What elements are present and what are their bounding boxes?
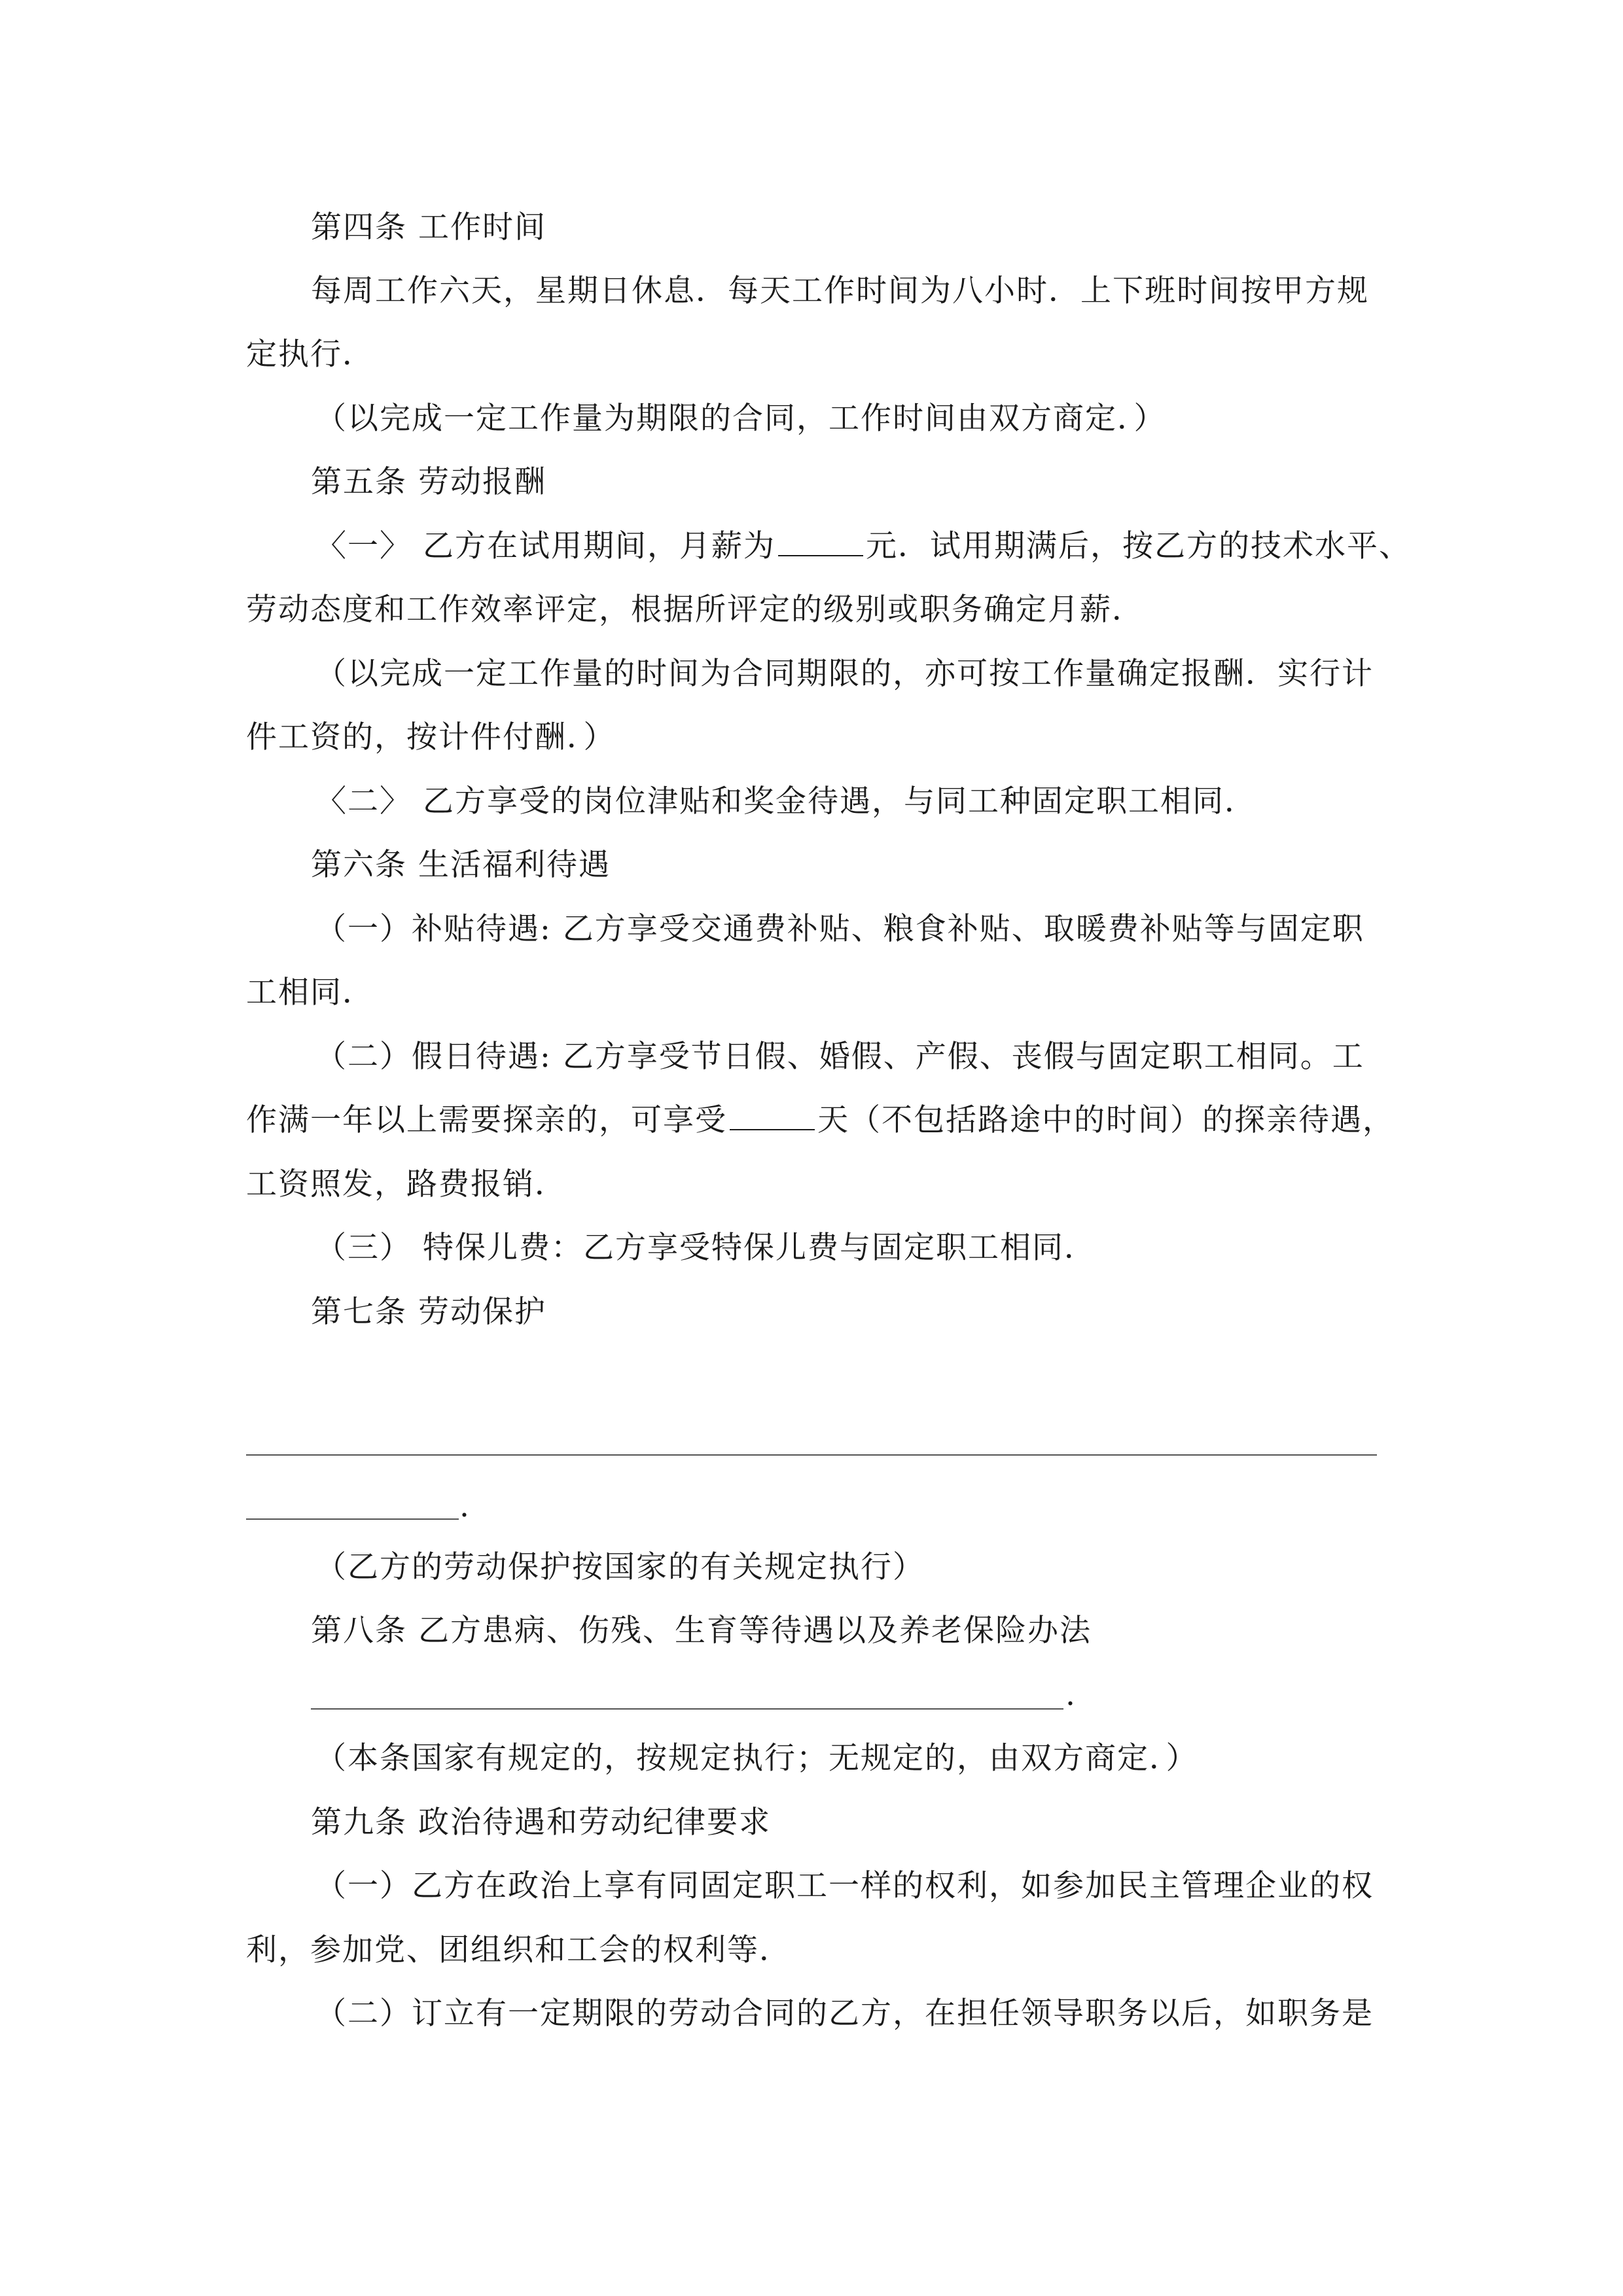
article-5-item-2: 〈二〉 乙方享受的岗位津贴和奖金待遇，与同工种固定职工相同． xyxy=(315,783,1257,819)
article-6-item-2: （二）假日待遇: 乙方享受节日假、婚假、产假、丧假与固定职工相同。工 xyxy=(315,1039,1364,1075)
article-6-item-2-cont xyxy=(246,1101,1395,1140)
article-5-title: 第五条 劳动报酬 xyxy=(311,464,546,500)
article-5-item-1-cont: 劳动态度和工作效率评定，根据所评定的级别或职务确定月薪． xyxy=(246,592,1144,628)
article-5-item-1-text-cont: 元．试用期满后，按乙方的技术水平、 xyxy=(865,528,1411,564)
article-9-title: 第九条 政治待遇和劳动纪律要求 xyxy=(311,1804,771,1840)
article-5-note-cont: 件工资的，按计件付酬．） xyxy=(246,719,616,755)
article-8-fill-line xyxy=(311,1708,1063,1710)
article-6-title: 第六条 生活福利待遇 xyxy=(311,847,611,883)
article-5-item-1 xyxy=(315,527,1411,566)
article-6-item-3: （三） 特保儿费：乙方享受特保儿费与固定职工相同． xyxy=(315,1230,1096,1266)
article-7-note: （乙方的劳动保护按国家的有关规定执行） xyxy=(315,1549,925,1585)
article-8-note: （本条国家有规定的，按规定执行；无规定的，由双方商定．） xyxy=(315,1740,1198,1776)
article-8-period: . xyxy=(1065,1677,1075,1713)
article-4-paragraph: 每周工作六天，星期日休息．每天工作时间为八小时．上下班时间按甲方规 xyxy=(311,273,1369,309)
article-7-fill-line xyxy=(246,1454,1377,1456)
article-9-item-1: （一）乙方在政治上享有同固定职工一样的权利，如参加民主管理企业的权 xyxy=(315,1868,1374,1904)
article-6-item-1-cont: 工相同． xyxy=(246,975,374,1011)
article-6-item-2-text: 作满一年以上需要探亲的，可享受 xyxy=(246,1102,727,1138)
article-7-period: . xyxy=(459,1488,469,1524)
article-4-paragraph-cont: 定执行． xyxy=(246,336,374,372)
article-9-item-2: （二）订立有一定期限的劳动合同的乙方，在担任领导职务以后，如职务是 xyxy=(315,1996,1374,2032)
article-7-title: 第七条 劳动保护 xyxy=(311,1294,546,1330)
article-7-fill-line-short xyxy=(246,1518,459,1520)
article-4-title: 第四条 工作时间 xyxy=(311,209,546,245)
article-4-note: （以完成一定工作量为期限的合同，工作时间由双方商定．） xyxy=(315,401,1166,437)
article-6-item-2-text-cont: 天（不包括路途中的时间）的探亲待遇， xyxy=(817,1102,1395,1138)
article-5-item-1-text: 〈一〉 乙方在试用期间，月薪为 xyxy=(315,528,776,564)
article-6-item-1: （一）补贴待遇: 乙方享受交通费补贴、粮食补贴、取暖费补贴等与固定职 xyxy=(315,911,1364,947)
article-6-item-2-cont-2: 工资照发，路费报销． xyxy=(246,1166,567,1202)
article-8-title: 第八条 乙方患病、伤残、生育等待遇以及养老保险办法 xyxy=(311,1613,1092,1649)
salary-blank xyxy=(778,530,863,556)
article-9-item-1-cont: 利，参加党、团组织和工会的权利等． xyxy=(246,1932,791,1968)
home-leave-days-blank xyxy=(730,1104,815,1130)
article-5-note: （以完成一定工作量的时间为合同期限的，亦可按工作量确定报酬．实行计 xyxy=(315,656,1374,692)
